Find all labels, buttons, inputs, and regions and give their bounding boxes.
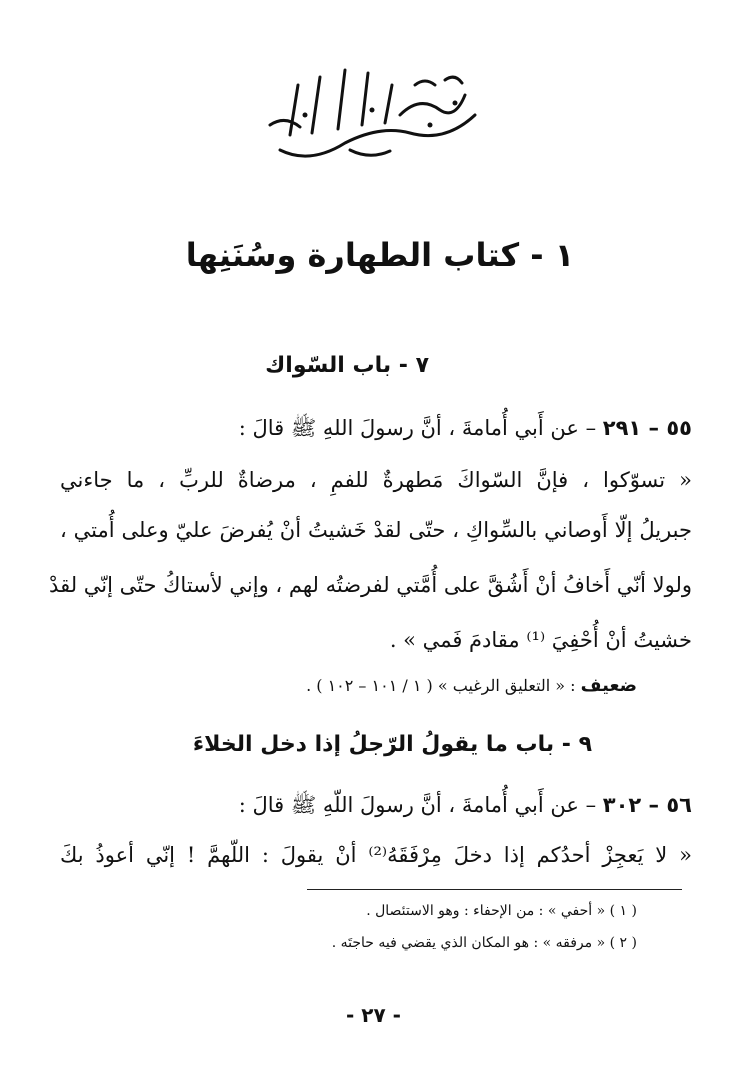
hadith-55-grading — [306, 675, 637, 696]
footnote-1: ( ١ ) « أحفي » : من الإحفاء : وهو الاستئصال . — [366, 903, 637, 919]
footnote-2: ( ٢ ) « مرفقه » : هو المكان الذي يقضي فيه حاجتَه . — [331, 935, 637, 951]
hadith-56-line-2: « لا يَعجِزْ أحدُكم إذا دخلَ مِرْفَقَهُ⁽²⁾ أنْ يقولَ : اللّهمَّ ! إنّي أعوذُ بكَ — [60, 843, 692, 867]
hadith-55-line-4: ولولا أنّي أَخافُ أنْ أَشُقَّ على أُمَّتي لفرضتُه لهم ، وإني لأستاكُ حتّى إنّي لقدْ — [49, 573, 692, 597]
book-title: ١ - كتاب الطهارة وسُنَنِها — [185, 236, 575, 274]
hadith-55-line-5: خشيتُ أنْ أُحْفِيَ ⁽¹⁾ مقادمَ فَمي » . — [389, 628, 692, 652]
hadith-55-number: ٥٥ – ٢٩١ — [602, 416, 692, 440]
footnote-divider — [307, 889, 682, 890]
page-number: - ٢٧ - — [346, 1003, 401, 1027]
basmala-calligraphy — [250, 55, 490, 170]
hadith-55-line-2: « تسوّكوا ، فإنَّ السّواكَ مَطهرةٌ للفمِ ، مرضاةٌ للربِّ ، ما جاءني — [60, 468, 692, 492]
chapter-heading-khala: ٩ - باب ما يقولُ الرّجلُ إذا دخل الخلاءَ — [192, 732, 592, 757]
grade-label: ضعيف — [580, 675, 637, 696]
hadith-56-intro: – عن أَبي أُمامةَ ، أنَّ رسولَ اللّهِ ﷺ قالَ : — [238, 793, 603, 817]
hadith-56-number: ٥٦ – ٣٠٢ — [602, 793, 692, 817]
hadith-55-line-1 — [60, 413, 692, 443]
hadith-55-line-3: جبريلُ إلّا أَوصاني بالسِّواكِ ، حتّى لقدْ خَشيتُ أنْ يُفرضَ عليّ وعلى أُمتي ، — [60, 518, 692, 542]
chapter-heading-siwak: ٧ - باب السّواك — [265, 353, 429, 378]
grade-reference: : « التعليق الرغيب » ( ١ / ١٠١ – ١٠٢ ) . — [306, 676, 581, 695]
hadith-55-intro: – عن أَبي أُمامةَ ، أنَّ رسولَ اللهِ ﷺ قالَ : — [238, 416, 603, 440]
hadith-56-line-1 — [60, 790, 692, 820]
